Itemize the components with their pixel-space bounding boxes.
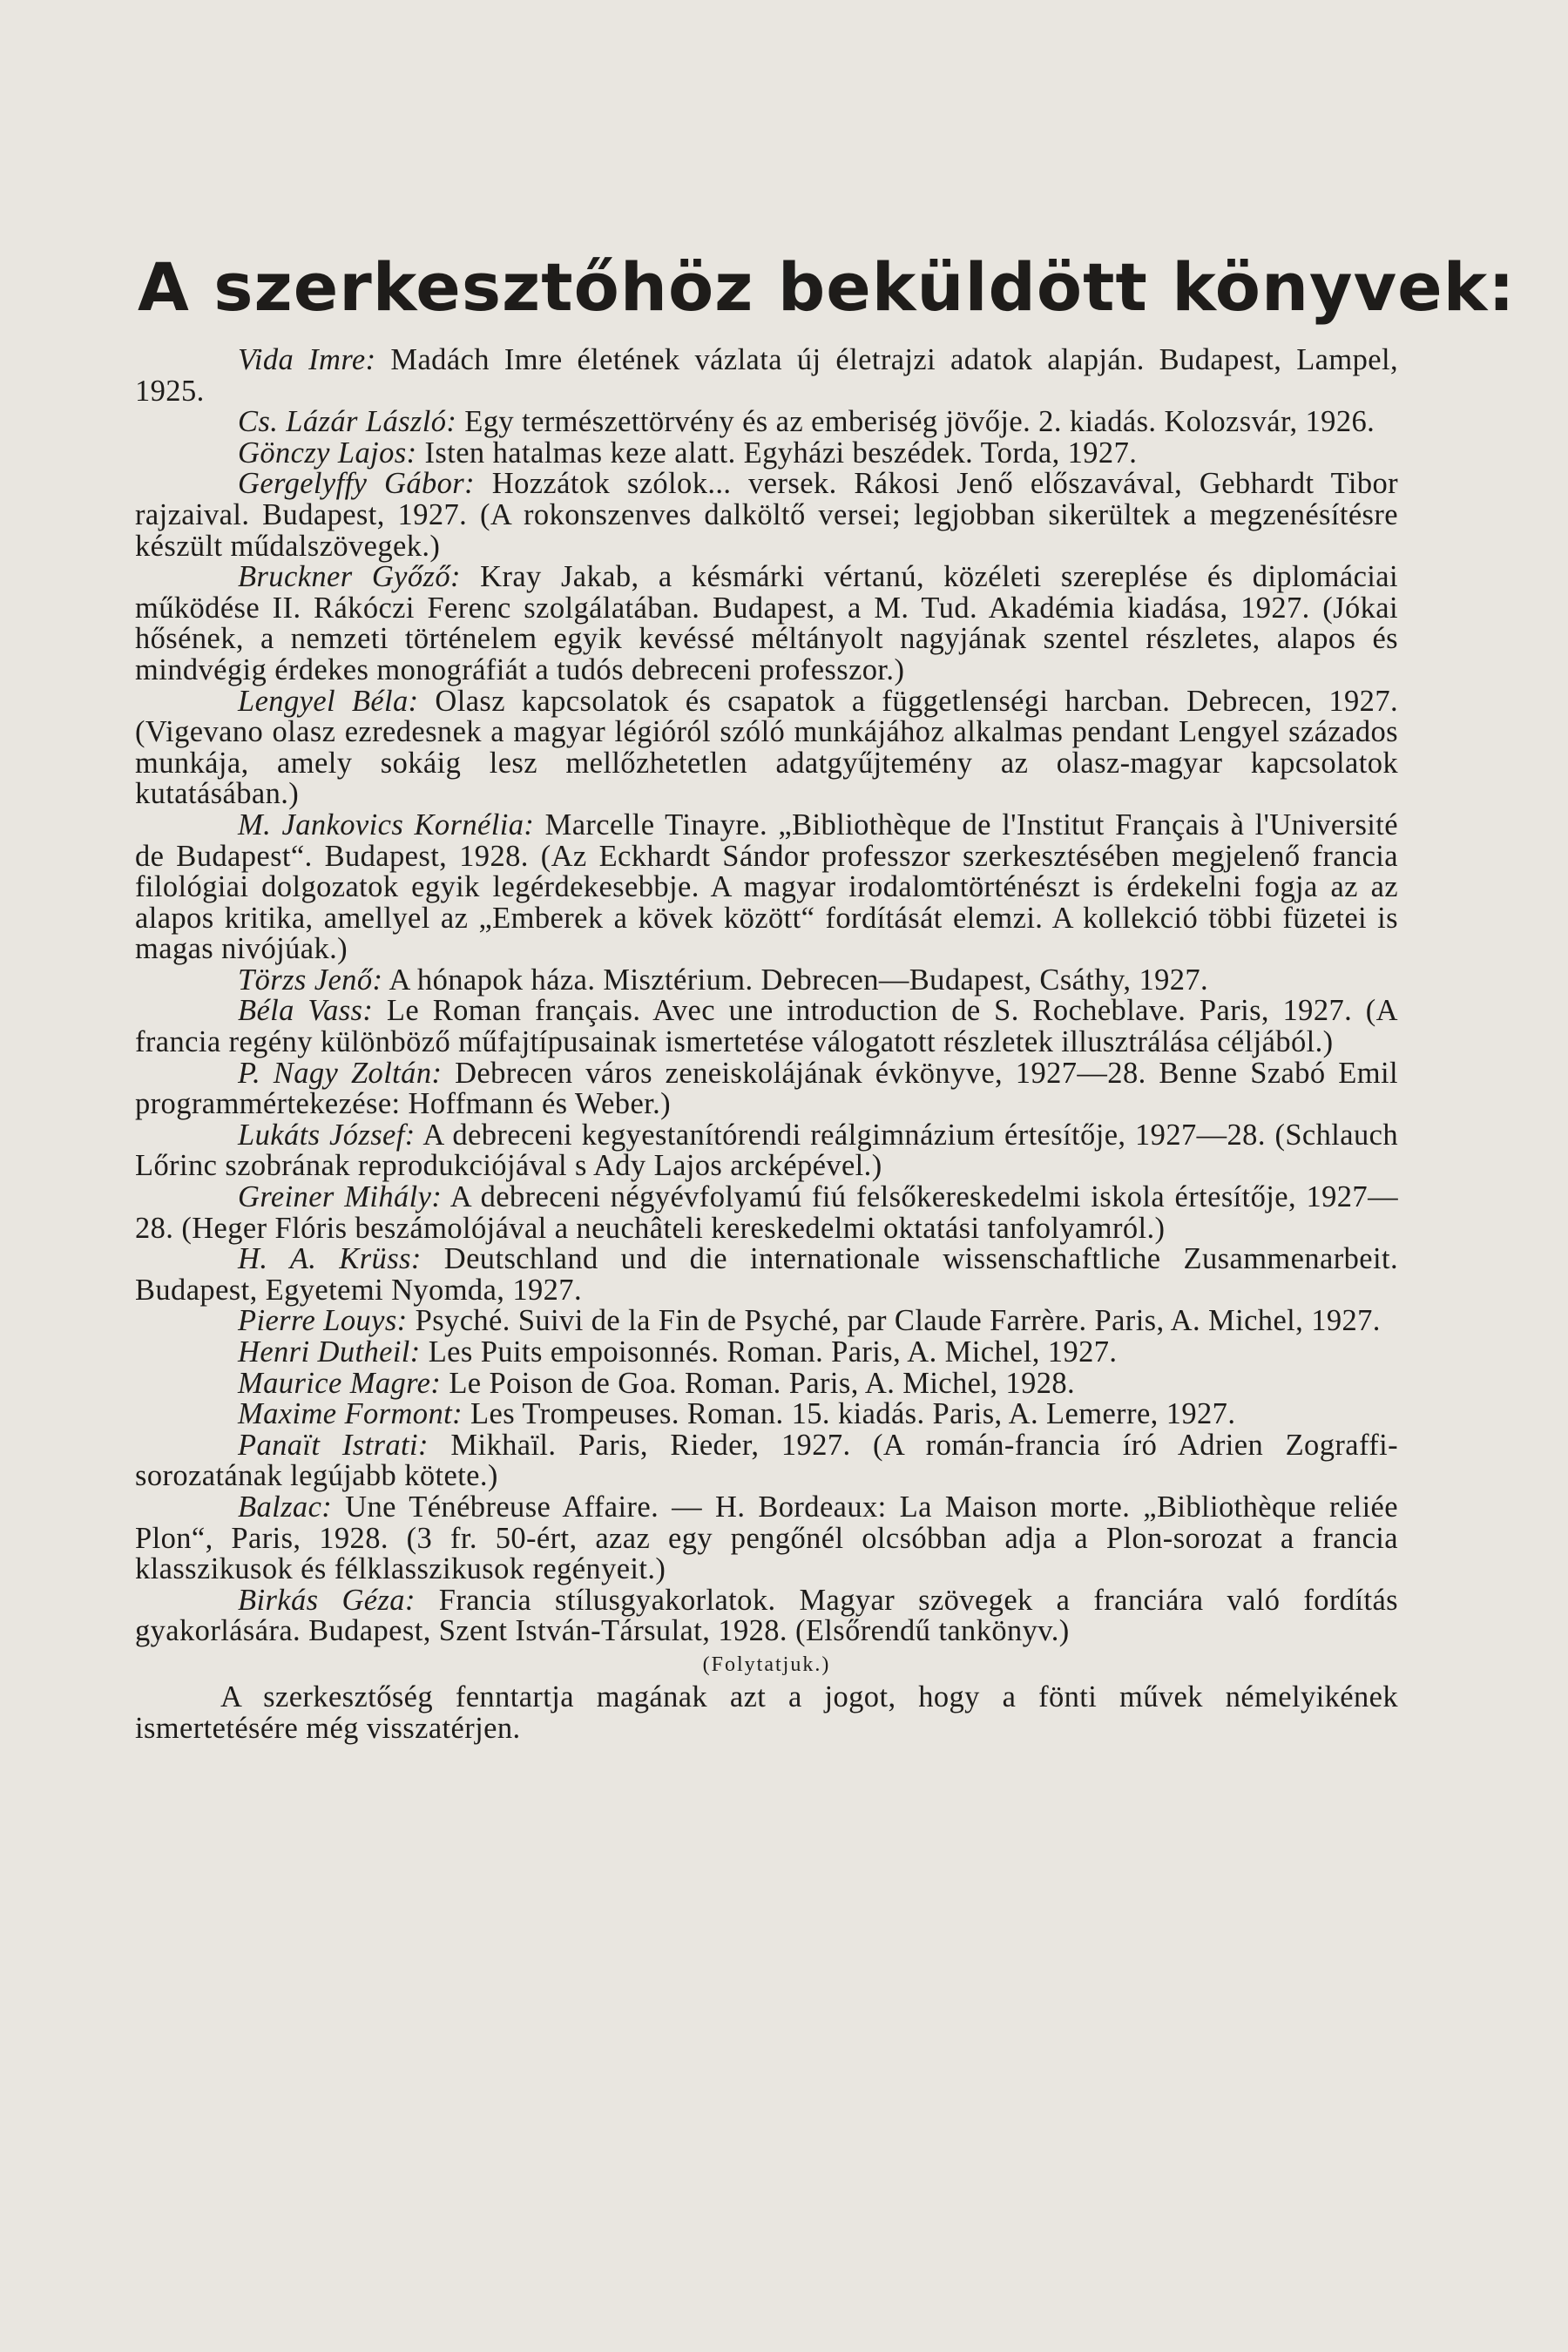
book-entry xyxy=(135,1430,1398,1492)
book-entry xyxy=(135,469,1398,562)
editorial-note: A szerkesztőség fenntartja magának azt a jogot, hogy a fönti művek némelyikének ismertetésére még visszatérjen. xyxy=(135,1680,1398,1745)
book-description: Debrecen város zeneiskolájának évkönyve, 1927—28. Benne Szabó Emil programmértekezése: Hoffmann és Weber.) xyxy=(135,1056,1398,1121)
book-description: A debreceni kegyestanítórendi reálgimnázium értesítője, 1927—28. (Schlauch Lőrinc szobrának reprodukciójával s Ady Lajos arcképével.) xyxy=(135,1118,1399,1183)
book-author: P. Nagy Zoltán: xyxy=(238,1056,443,1090)
book-entry xyxy=(135,562,1398,686)
book-entry xyxy=(135,1366,1398,1400)
book-author: Bruckner Győző: xyxy=(238,560,461,594)
book-description: A debreceni négyévfolyamú fiú felsőkereskedelmi iskola értesítője, 1927—28. (Heger Flóris beszámolójával a neuchâteli kereskedelmi oktatási tanfolyamról.) xyxy=(135,1180,1398,1245)
book-entry xyxy=(135,1492,1398,1585)
book-description: Mikhaïl. Paris, Rieder, 1927. (A román-francia író Adrien Zograffi-sorozatának legújabb kötete.) xyxy=(135,1428,1398,1493)
book-entry xyxy=(135,810,1398,965)
continued-label: (Folytatjuk.) xyxy=(702,1652,831,1676)
book-description: Une Ténébreuse Affaire. — H. Bordeaux: La Maison morte. „Bibliothèque reliée Plon“, Paris, 1928. (3 fr. 50-ért, azaz egy pengőnél olcsóbban adja a Plon-sorozat a francia klasszikusok és félklasszikusok regényeit.) xyxy=(135,1490,1398,1586)
book-description: Kray Jakab, a késmárki vértanú, közéleti szereplése és diplomáciai működése II. Rákóczi Ferenc szolgálatában. Budapest, a M. Tud. Akadémia kiadása, 1927. (Jókai hősének, a nemzeti történelem egyik kevéssé méltányolt nagyjának szentel részletes, alapos és mindvégig érdekes monográfiát a tudós debreceni professzor.) xyxy=(135,560,1398,686)
book-entry xyxy=(135,1306,1398,1337)
book-description: Egy természettörvény és az emberiség jövője. 2. kiadás. Kolozsvár, 1926. xyxy=(456,405,1375,439)
book-description: Isten hatalmas keze alatt. Egyházi beszédek. Torda, 1927. xyxy=(416,436,1138,470)
book-entry xyxy=(135,1120,1398,1182)
book-description: Madách Imre életének vázlata új életrajzi adatok alapján. Budapest, Lampel, 1925. xyxy=(135,343,1398,408)
book-entry xyxy=(135,345,1398,407)
book-author: Panaït Istrati: xyxy=(238,1428,429,1462)
book-author: Maxime Formont: xyxy=(238,1397,463,1431)
book-author: Béla Vass: xyxy=(238,994,374,1028)
book-author: Greiner Mihály: xyxy=(238,1180,443,1214)
book-entry xyxy=(135,438,1398,470)
book-description: Hozzátok szólok... versek. Rákosi Jenő előszavával, Gebhardt Tibor rajzaival. Budapest, 1927. (A rokonszenves dalköltő versei; legjobban sikerültek a megzenésítésre készült műdalszövegek.) xyxy=(135,467,1399,563)
book-description: Psyché. Suivi de la Fin de Psyché, par Claude Farrère. Paris, A. Michel, 1927. xyxy=(407,1304,1381,1338)
book-description: Marcelle Tinayre. „Bibliothèque de l'Institut Français à l'Université de Budapest“. Budapest, 1928. (Az Eckhardt Sándor professzor szerkesztésében megjelenő francia filológiai dolgozatok egyik legérdekesebbje. A magyar irodalomtörténészt is érdekelni fogja az az alapos kritika, amellyel az „Emberek a kövek között“ fordítását elemzi. A kollekció többi füzetei is magas nivójúak.) xyxy=(135,808,1398,966)
book-description: A hónapok háza. Misztérium. Debrecen—Budapest, Csáthy, 1927. xyxy=(382,963,1209,997)
book-author: Pierre Louys: xyxy=(238,1304,408,1338)
book-author: Cs. Lázár László: xyxy=(238,405,457,439)
book-author: Törzs Jenő: xyxy=(238,963,383,997)
book-author: Gönczy Lajos: xyxy=(238,436,417,470)
book-author: M. Jankovics Kornélia: xyxy=(238,808,535,841)
book-entry xyxy=(135,996,1398,1058)
book-entry xyxy=(135,686,1398,810)
book-description: Deutschland und die internationale wissenschaftliche Zusammenarbeit. Budapest, Egyetemi Nyomda, 1927. xyxy=(135,1242,1398,1307)
book-description: Le Roman français. Avec une introduction de S. Rocheblave. Paris, 1927. (A francia regény különböző műfajtípusainak ismertetése válogatott részletek illusztrálása céljából.) xyxy=(135,994,1398,1059)
book-author: Lengyel Béla: xyxy=(238,684,419,718)
book-author: Birkás Géza: xyxy=(238,1583,416,1617)
book-author: Gergelyffy Gábor: xyxy=(238,467,476,501)
page-title: A szerkesztőhöz beküldött könyvek: xyxy=(138,248,1516,326)
book-description: Francia stílusgyakorlatok. Magyar szövegek a franciára való fordítás gyakorlására. Budapest, Szent István-Társulat, 1928. (Elsőrendű tankönyv.) xyxy=(135,1583,1398,1648)
book-entry xyxy=(135,965,1398,997)
book-author: Balzac: xyxy=(238,1490,333,1524)
book-entry xyxy=(135,1182,1398,1244)
book-entry xyxy=(135,407,1398,438)
book-entry xyxy=(135,1058,1398,1120)
book-entry xyxy=(135,1399,1398,1430)
book-author: Vida Imre: xyxy=(238,343,376,376)
book-author: Maurice Magre: xyxy=(238,1366,442,1400)
book-list xyxy=(135,345,1398,1744)
book-description: Les Puits empoisonnés. Roman. Paris, A. Michel, 1927. xyxy=(420,1335,1118,1369)
book-description: Olasz kapcsolatok és csapatok a függetlenségi harcban. Debrecen, 1927. (Vigevano olasz ezredesnek a magyar légióról szóló munkájához alkalmas pendant Lengyel százados munkája, amely sokáig lesz mellőzhetetlen adatgyűjtemény az olasz-magyar kapcsolatok kutatásában.) xyxy=(135,684,1398,811)
book-author: Lukáts József: xyxy=(238,1118,416,1152)
book-description: Les Trompeuses. Roman. 15. kiadás. Paris, A. Lemerre, 1927. xyxy=(462,1397,1236,1431)
book-author: Henri Dutheil: xyxy=(238,1335,421,1369)
book-entry xyxy=(135,1585,1398,1647)
book-description: Le Poison de Goa. Roman. Paris, A. Michel, 1928. xyxy=(441,1366,1076,1400)
book-entry xyxy=(135,1337,1398,1369)
book-author: H. A. Krüss: xyxy=(238,1242,422,1276)
book-entry xyxy=(135,1244,1398,1306)
